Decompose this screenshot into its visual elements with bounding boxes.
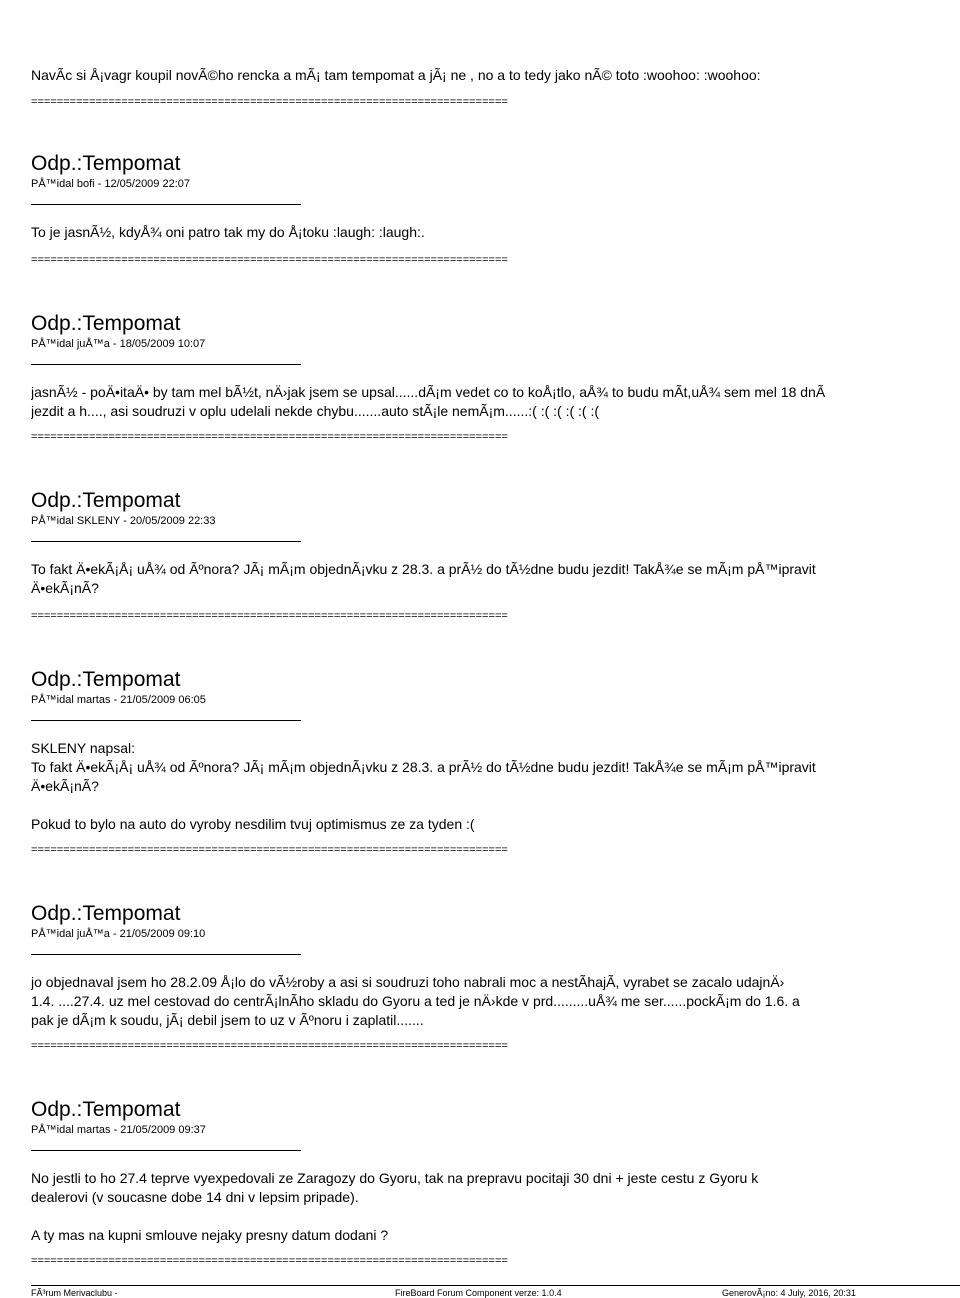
page-footer — [31, 1285, 960, 1298]
post-body — [31, 973, 960, 1030]
post-title: Odp.:Tempomat — [31, 668, 181, 691]
separator: ========================================================================== — [31, 844, 508, 856]
footer-forum-name: FÃ³rum Merivaclubu - — [31, 1288, 118, 1298]
post-paragraph: To fakt Ä•ekÃ¡Å¡ uÅ¾ od Ãºnora? JÃ¡ mÃ¡m objednÃ¡vku z 28.3. a prÃ½ do tÃ½dne budu jezdit! TakÅ¾e se mÃ¡m pÅ™ipravit Ä•ekÃ¡nÃ? — [31, 561, 816, 596]
separator: ========================================================================== — [31, 1255, 508, 1267]
post-title: Odp.:Tempomat — [31, 1098, 181, 1121]
intro-text: NavÃc si Å¡vagr koupil novÃ©ho rencka a mÃ¡ tam tempomat a jÃ¡ ne , no a to tedy jako nÃ© toto :woohoo: :woohoo: — [31, 67, 761, 83]
forum-post — [31, 1098, 960, 1267]
separator: ========================================================================== — [31, 431, 508, 443]
post-divider — [31, 954, 301, 955]
separator: ========================================================================== — [31, 96, 508, 108]
post-meta: PÅ™idal juÅ™a - 21/05/2009 09:10 — [31, 928, 206, 940]
post-meta: PÅ™idal martas - 21/05/2009 09:37 — [31, 1124, 206, 1136]
forum-post — [31, 902, 960, 1052]
post-paragraph: jo objednaval jsem ho 28.2.09 Å¡lo do vÃ½roby a asi si soudruzi toho nabrali moc a nestÃhajÃ, vyrabet se zacalo udajnÄ› 1.4. ....27.4. uz mel cestovad do centrÃ¡lnÃho skladu do Gyoru a ted je nÄ›kde v prd.........uÅ¾ me ser......pockÃ¡m do 1.6. a pak je dÃ¡m k soudu, jÃ¡ debil jsem to uz v Ãºnoru i zaplatil....... — [31, 974, 800, 1028]
post-title: Odp.:Tempomat — [31, 489, 181, 512]
post-paragraph: jasnÃ½ - poÄ•itaÄ• by tam mel bÃ½t, nÄ›jak jsem se upsal......dÃ¡m vedet co to koÅ¡tlo, aÅ¾ to budu mÃt,uÅ¾ sem mel 18 dnÃ jezdit a h...., asi soudruzi v oplu udelali nekde chybu.......auto stÃ¡le nemÃ¡m......:( :( :( :( :( :( — [31, 384, 826, 419]
post-paragraph: To je jasnÃ½, kdyÅ¾ oni patro tak my do Å¡toku :laugh: :laugh:. — [31, 224, 425, 240]
post-body — [31, 1169, 960, 1245]
post-title: Odp.:Tempomat — [31, 312, 181, 335]
footer-generated-date: GenerovÃ¡no: 4 July, 2016, 20:31 — [722, 1288, 856, 1298]
post-title: Odp.:Tempomat — [31, 902, 181, 925]
post-meta: PÅ™idal juÅ™a - 18/05/2009 10:07 — [31, 338, 206, 350]
post-paragraph: Pokud to bylo na auto do vyroby nesdilim tvuj optimismus ze za tyden :( — [31, 816, 475, 832]
separator: ========================================================================== — [31, 254, 508, 266]
post-paragraph: SKLENY napsal: To fakt Ä•ekÃ¡Å¡ uÅ¾ od Ãºnora? JÃ¡ mÃ¡m objednÃ¡vku z 28.3. a prÃ½ do tÃ½dne budu jezdit! TakÅ¾e se mÃ¡m pÅ™ipravit Ä•ekÃ¡nÃ? — [31, 740, 816, 794]
post-paragraph: A ty mas na kupni smlouve nejaky presny datum dodani ? — [31, 1227, 389, 1243]
forum-post — [31, 668, 960, 856]
post-divider — [31, 720, 301, 721]
post-body — [31, 739, 960, 834]
forum-post — [31, 489, 960, 622]
post-meta: PÅ™idal SKLENY - 20/05/2009 22:33 — [31, 515, 216, 527]
forum-thread — [31, 0, 960, 1267]
separator: ========================================================================== — [31, 1040, 508, 1052]
footer-component-version: FireBoard Forum Component verze: 1.0.4 — [395, 1288, 562, 1298]
post-body — [31, 560, 960, 598]
post-divider — [31, 1150, 301, 1151]
post-divider — [31, 541, 301, 542]
post-body — [31, 383, 960, 421]
post-paragraph: No jestli to ho 27.4 teprve vyexpedovali ze Zaragozy do Gyoru, tak na prepravu pocitaji 30 dni + jeste cestu z Gyoru k dealerovi (v soucasne dobe 14 dni v lepsim pripade). — [31, 1170, 759, 1205]
post-divider — [31, 204, 301, 205]
post-meta: PÅ™idal martas - 21/05/2009 06:05 — [31, 694, 206, 706]
post-title: Odp.:Tempomat — [31, 152, 181, 175]
separator: ========================================================================== — [31, 610, 508, 622]
post-list — [31, 152, 960, 1267]
forum-post — [31, 312, 960, 443]
post-body — [31, 223, 960, 242]
post-divider — [31, 364, 301, 365]
forum-post — [31, 152, 960, 266]
post-meta: PÅ™idal bofi - 12/05/2009 22:07 — [31, 178, 191, 190]
